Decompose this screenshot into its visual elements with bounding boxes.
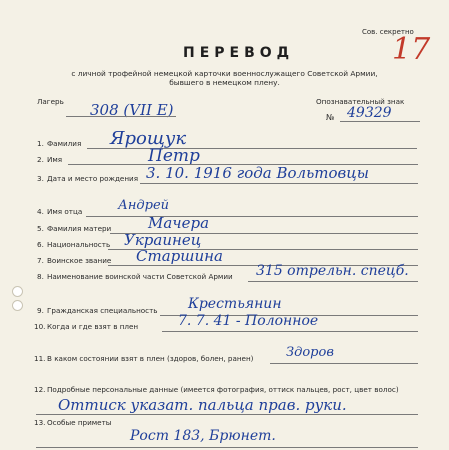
field-12-number: 12.	[34, 385, 46, 394]
field-3-value: 3. 10. 1916 года Вольтовцы	[146, 164, 369, 182]
field-10-line	[162, 331, 418, 332]
page-number: 17	[392, 32, 431, 67]
subtitle-line-2: бывшего в немецком плену.	[169, 78, 280, 87]
field-7-value: Старшина	[136, 247, 223, 265]
field-12-label: Подробные персональные данные (имеется фотография, оттиск пальцев, рост, цвет волос)	[47, 385, 399, 394]
secret-label: Сов. секретно	[362, 28, 414, 36]
field-3-line	[140, 183, 418, 184]
field-8-value: 315 отрельн. спецб.	[256, 263, 409, 279]
binder-hole-top	[12, 286, 23, 297]
field-6-label: Национальность	[47, 240, 111, 249]
field-6-number: 6.	[37, 240, 44, 249]
field-4-value: Андрей	[118, 198, 170, 213]
field-2-value: Петр	[148, 146, 200, 166]
field-8-number: 8.	[37, 272, 44, 281]
id-tag-line	[340, 121, 420, 122]
subtitle-line-1: с личной трофейной немецкой карточки военнослужащего Советской Армии,	[71, 69, 378, 78]
field-3-number: 3.	[37, 174, 44, 183]
id-tag-label: Опознавательный знак	[316, 97, 405, 106]
binder-hole-bottom	[12, 300, 23, 311]
field-10-number: 10.	[34, 322, 46, 331]
camp-value: 308 (VII E)	[90, 101, 174, 119]
field-4-label: Имя отца	[47, 207, 83, 216]
field-11-label: В каком состоянии взят в плен (здоров, болен, ранен)	[47, 354, 254, 363]
field-11-line	[270, 363, 418, 364]
id-tag-number-label: №	[326, 113, 335, 122]
field-9-label: Гражданская специальность	[47, 306, 158, 315]
field-8-line	[248, 281, 418, 282]
field-1-label: Фамилия	[47, 139, 82, 148]
field-13-label: Особые приметы	[47, 418, 112, 427]
camp-line	[66, 116, 176, 117]
field-11-value: Здоров	[286, 345, 334, 360]
field-5-value: Мачера	[148, 214, 210, 232]
field-4-line	[86, 216, 418, 217]
field-12-value: Оттиск указат. пальца прав. руки.	[58, 396, 347, 414]
field-5-label: Фамилия матери	[47, 224, 112, 233]
field-9-value: Крестьянин	[188, 296, 282, 312]
field-3-label: Дата и место рождения	[47, 174, 139, 183]
field-9-number: 9.	[37, 306, 44, 315]
field-13-line	[36, 447, 418, 448]
field-2-label: Имя	[47, 155, 63, 164]
field-12-line	[36, 414, 418, 415]
field-11-number: 11.	[34, 354, 46, 363]
field-6-value: Украинец	[124, 231, 202, 249]
field-13-value: Рост 183, Брюнет.	[130, 428, 276, 444]
field-7-label: Воинское звание	[47, 256, 112, 265]
field-4-number: 4.	[37, 207, 44, 216]
field-10-label: Когда и где взят в плен	[47, 322, 139, 331]
field-5-number: 5.	[37, 224, 44, 233]
field-1-value: Ярощук	[110, 128, 187, 149]
field-10-value: 7. 7. 41 - Полонное	[178, 313, 319, 329]
field-7-number: 7.	[37, 256, 44, 265]
field-13-number: 13.	[34, 418, 46, 427]
field-1-number: 1.	[37, 139, 44, 148]
id-tag-value: 49329	[347, 105, 392, 121]
field-8-label: Наименование воинской части Советской Армии	[47, 272, 233, 281]
camp-label: Лагерь	[37, 97, 64, 106]
field-1-line	[87, 148, 417, 149]
document-title: ПЕРЕВОД	[183, 45, 295, 61]
field-2-number: 2.	[37, 155, 44, 164]
